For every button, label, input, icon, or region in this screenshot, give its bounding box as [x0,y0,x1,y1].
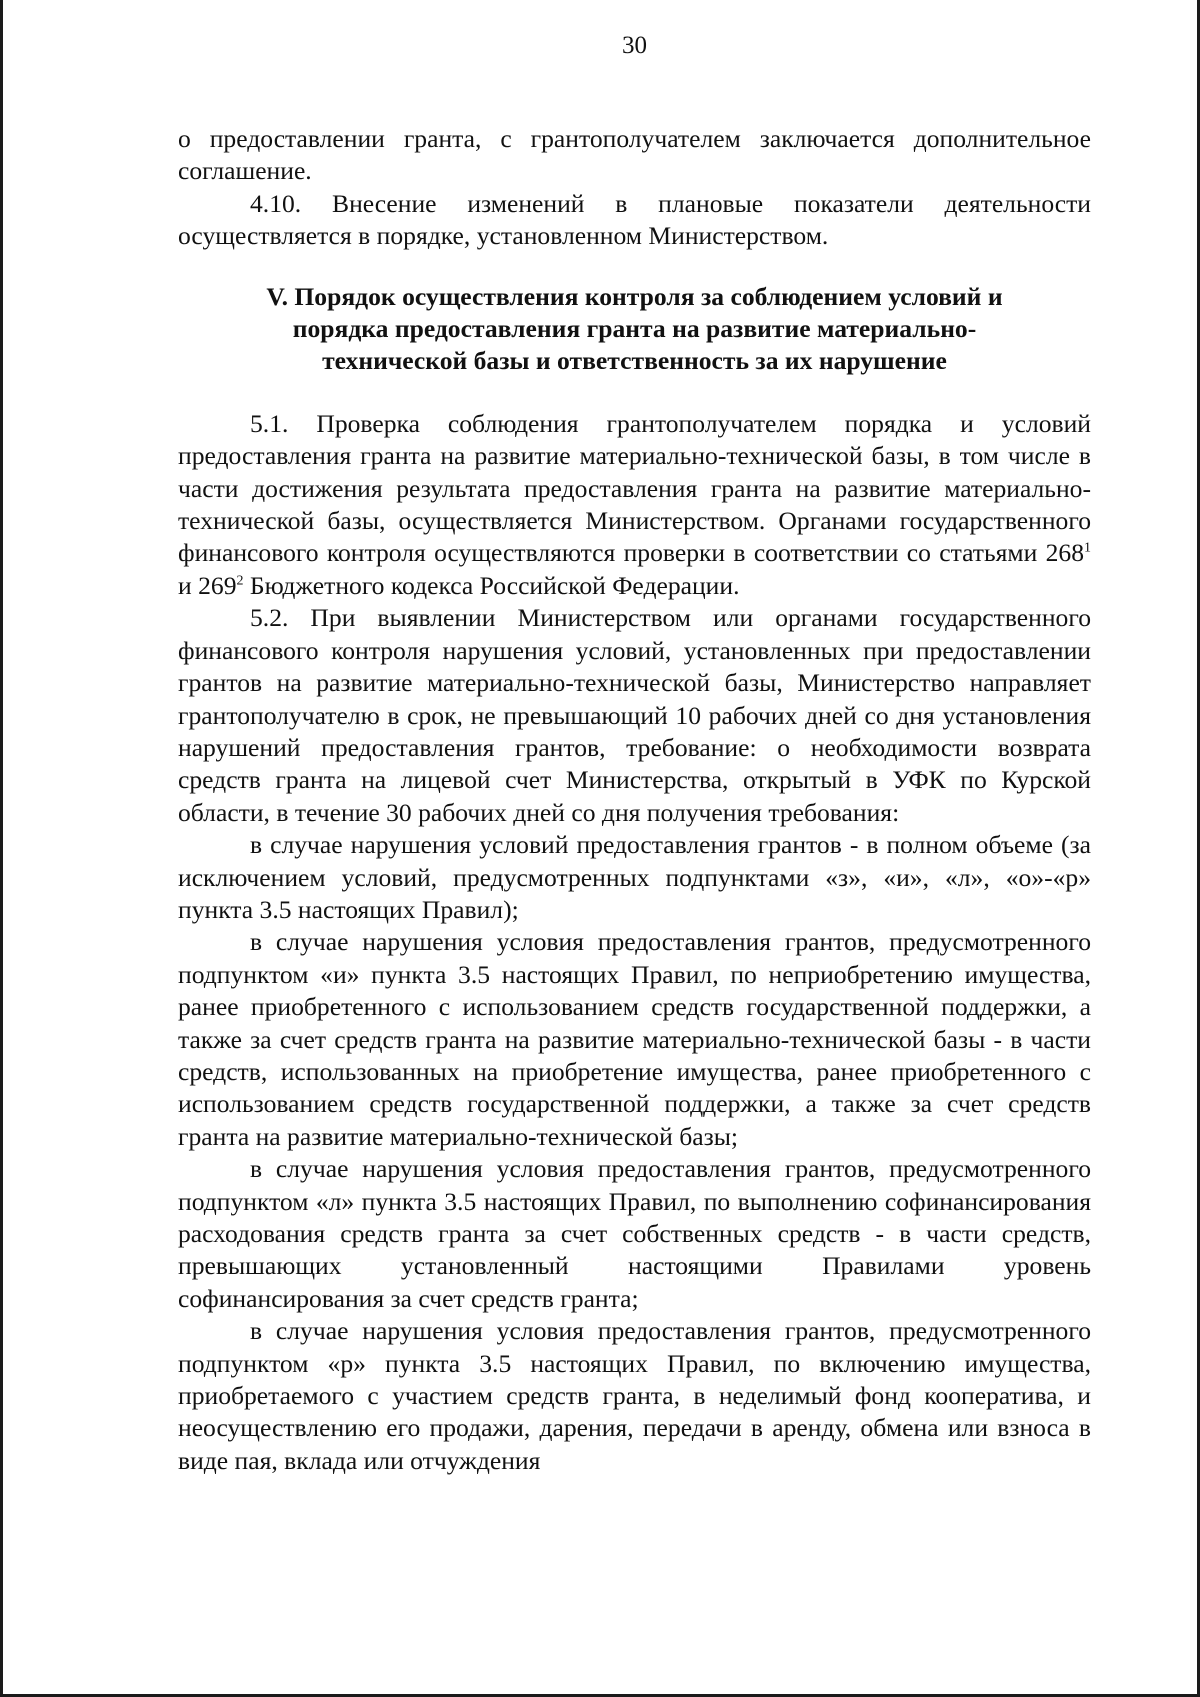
paragraph-5-1-text: Бюджетного кодекса Российской Федерации. [243,570,740,600]
paragraph-5-1-text: и 269 [178,570,237,600]
paragraph-5-2: 5.2. При выявлении Министерством или органами государственного финансового контроля нарушения условий, установленных при предоставлении грантов на развитие материально-технической базы, Министерство направляет грантополучателю в срок, не превышающий 10 рабочих дней со дня установления нарушений предоставления грантов, требование: о необходимости возврата средств гранта на лицевой счет Министерства, открытый в УФК по Курской области, в течение 30 рабочих дней со дня получения требования: [178,603,1091,827]
paragraph-4-10: 4.10. Внесение изменений в плановые показатели деятельности осуществляется в порядке, установленном Министерством. [178,188,1091,251]
page-number: 30 [622,32,647,59]
section-heading [178,281,1091,378]
section-heading-line: порядка предоставления гранта на развитие материально- [292,314,977,344]
paragraph-case-r: в случае нарушения условия предоставления грантов, предусмотренного подпунктом «р» пункта 3.5 настоящих Правил, по включению имущества, приобретаемого с участием средств гранта, в неделимый фонд кооператива, и неосуществлению его продажи, дарения, передачи в аренду, обмена или взноса в виде пая, вклада или отчуждения [178,1316,1091,1475]
article-268-superscript: 1 [1084,540,1091,556]
paragraph-case-full: в случае нарушения условий предоставления грантов - в полном объеме (за исключением условий, предусмотренных подпунктами «з», «и», «л», «о»-«р» пункта 3.5 настоящих Правил); [178,830,1091,924]
section-heading-line: V. Порядок осуществления контроля за соблюдением условий и [266,281,1003,311]
section-heading-line: технической базы и ответственность за их нарушение [322,346,947,376]
intro-paragraph: о предоставлении гранта, с грантополучателем заключается дополнительное соглашение. [178,124,1091,186]
paragraph-case-l: в случае нарушения условия предоставления грантов, предусмотренного подпунктом «л» пункта 3.5 настоящих Правил, по выполнению софинансирования расходования средств гранта за счет собственных средств - в части средств, превышающих установленный настоящими Правилами уровень софинансирования за счет средств гранта; [178,1154,1091,1313]
article-269-superscript: 2 [236,573,244,589]
paragraph-5-1-text: 5.1. Проверка соблюдения грантополучателем порядка и условий предоставления гранта на развитие материально-технической базы, в том числе в части достижения результата предоставления гранта на развитие материально-технической базы, осуществляется Министерством. Органами государственного финансового контроля осуществляются проверки в соответствии со статьями 268 [178,408,1091,568]
scan-border-left [0,0,3,1697]
paragraph-case-i: в случае нарушения условия предоставления грантов, предусмотренного подпунктом «и» пункта 3.5 настоящих Правил, по неприобретению имущества, ранее приобретенного с использованием средств государственной поддержки, а также за счет средств гранта на развитие материально-технической базы - в части средств, использованных на приобретение имущества, ранее приобретенного с использованием средств государственной поддержки, а также за счет средств гранта на развитие материально-технической базы; [178,927,1091,1151]
document-body [178,123,1091,1477]
paragraph-5-1 [178,408,1091,602]
